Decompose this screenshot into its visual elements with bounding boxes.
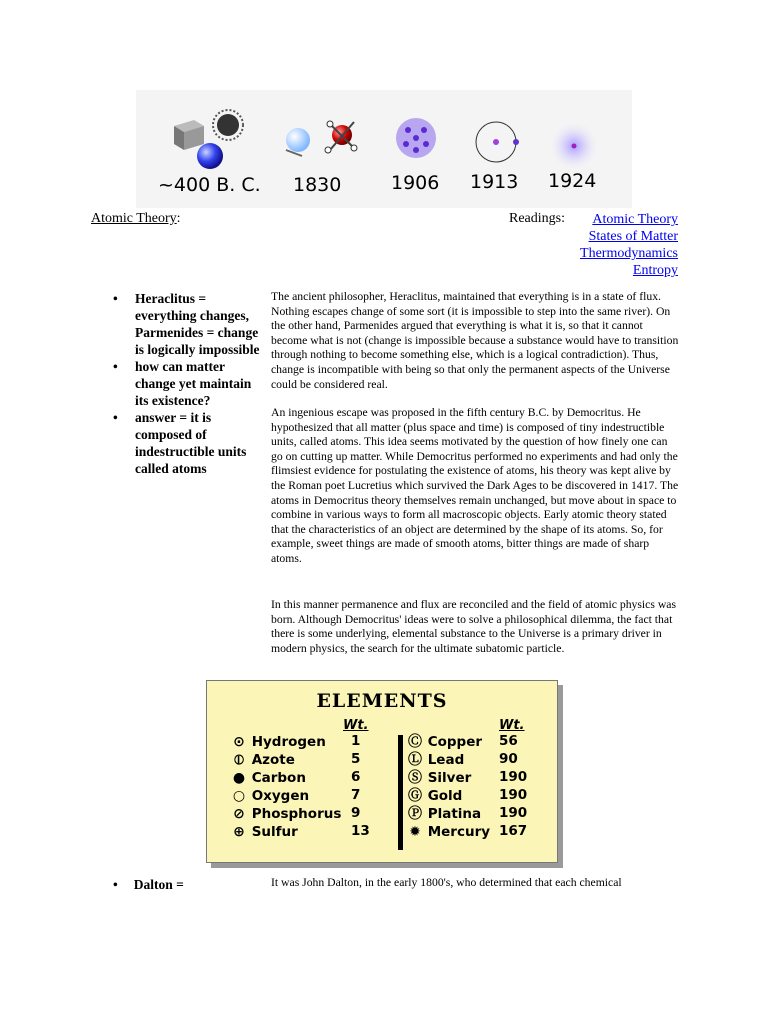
element-name: Sulfur <box>251 824 298 840</box>
element-weight: 5 <box>351 751 361 767</box>
weight-header-right: Wt. <box>499 718 525 733</box>
element-row <box>231 733 326 751</box>
era-label: ~400 B. C. <box>158 174 261 196</box>
element-name: Silver <box>427 770 472 786</box>
element-weight: 190 <box>499 805 528 821</box>
element-row <box>407 787 462 805</box>
key-point: • how can matter change yet maintain its existence? <box>113 358 263 409</box>
element-weight: 1 <box>351 733 361 749</box>
element-row <box>407 751 464 769</box>
copper-symbol-icon: Ⓒ <box>408 734 422 750</box>
element-weight: 167 <box>499 823 528 839</box>
element-name: Phosphorus <box>251 806 342 822</box>
paragraph-dalton: It was John Dalton, in the early 1800's, who determined that each chemical <box>271 876 622 889</box>
element-name: Mercury <box>427 824 491 840</box>
element-weight: 190 <box>499 769 528 785</box>
era-label: 1924 <box>548 170 597 192</box>
key-points-list <box>113 290 263 477</box>
dalton-point-text: Dalton = <box>133 877 184 892</box>
element-weight: 7 <box>351 787 361 803</box>
silver-symbol-icon: Ⓢ <box>408 770 422 786</box>
reading-link-thermodynamics[interactable]: Thermodynamics <box>580 246 678 261</box>
element-weight: 9 <box>351 805 361 821</box>
carbon-symbol-icon: ● <box>232 770 246 786</box>
element-row <box>407 823 490 841</box>
era-label: 1913 <box>470 171 519 193</box>
gold-symbol-icon: Ⓖ <box>408 788 422 804</box>
phosphorus-symbol-icon: ⊘ <box>233 806 245 822</box>
azote-symbol-icon: ⦶ <box>233 752 245 768</box>
element-name: Carbon <box>251 770 306 786</box>
bohr-model-icon <box>476 122 519 162</box>
readings-label: Readings: <box>509 211 565 226</box>
reading-link-entropy[interactable]: Entropy <box>632 263 678 278</box>
mercury-symbol-icon: ✹ <box>409 824 421 840</box>
element-weight: 56 <box>499 733 518 749</box>
democritus-model-icon <box>174 110 243 169</box>
key-point: • answer = it is composed of indestructible units called atoms <box>113 409 263 477</box>
element-row <box>407 805 481 823</box>
section-title <box>91 211 181 227</box>
element-name: Gold <box>427 788 463 804</box>
elements-title: ELEMENTS <box>316 690 448 712</box>
paragraph-democritus: An ingenious escape was proposed in the fifth century B.C. by Democritus. He hypothesized that all matter (plus space and time) is composed of tiny indestructible units, called atoms. This idea seems motivated by the question of how finely one can go on cutting up matter. While Democritus performed no experiments and had only the flimsiest evidence for postulating the existence of atoms, his theory was kept alive by the Roman poet Lucretius which survived the Dark Ages to be discovered in 1417. The atoms in Democritus theory themselves remain unchanged, but move about in space to combine in various ways to form all macroscopic objects. Early atomic theory stated that the characteristics of an object are determined by the shape of its atoms. So, for example, sweet things are made of smooth atoms, bitter things are made of sharp atoms. <box>271 406 679 565</box>
electron-cloud-model-icon <box>550 122 598 170</box>
element-name: Copper <box>427 734 483 750</box>
readings-links <box>580 211 678 279</box>
hydrogen-symbol-icon: ⊙ <box>233 734 245 750</box>
element-row <box>231 805 341 823</box>
element-name: Azote <box>251 752 295 768</box>
element-weight: 13 <box>351 823 370 839</box>
reading-link-atomic-theory[interactable]: Atomic Theory <box>592 212 678 227</box>
plum-pudding-model-icon <box>396 118 436 158</box>
element-row <box>407 769 471 787</box>
reading-link-states-of-matter[interactable]: States of Matter <box>588 229 678 244</box>
platina-symbol-icon: Ⓟ <box>408 806 422 822</box>
element-row <box>231 823 298 841</box>
element-weight: 6 <box>351 769 361 785</box>
dalton-model-icon <box>286 121 357 156</box>
element-row <box>231 787 309 805</box>
element-weight: 190 <box>499 787 528 803</box>
table-divider <box>398 735 403 850</box>
oxygen-symbol-icon: ○ <box>232 788 246 804</box>
paragraph-heraclitus: The ancient philosopher, Heraclitus, maintained that everything is in a state of flux. Nothing escapes change of some sort (it is impossible to step into the same river). On the other hand, Parmenides argued that everything is what it is, so that it cannot become what is not (change is impossible because a substance would have to transition through nothing to become something else, which is a logical contradiction). Thus, change is incompatible with being so that only the permanent aspects of the Universe could be considered real. <box>271 290 679 391</box>
element-name: Hydrogen <box>251 734 326 750</box>
element-name: Platina <box>427 806 482 822</box>
element-name: Oxygen <box>251 788 310 804</box>
weight-header-left: Wt. <box>343 718 369 733</box>
era-label: 1830 <box>293 174 342 196</box>
era-label: 1906 <box>391 172 440 194</box>
lead-symbol-icon: Ⓛ <box>408 752 422 768</box>
element-row <box>231 769 306 787</box>
atomic-theory-title-link[interactable]: Atomic Theory <box>91 211 177 226</box>
sulfur-symbol-icon: ⊕ <box>233 824 245 840</box>
element-row <box>231 751 295 769</box>
dalton-elements-table <box>206 680 558 863</box>
atomic-models-banner <box>136 90 632 208</box>
element-name: Lead <box>427 752 465 768</box>
element-weight: 90 <box>499 751 518 767</box>
element-row <box>407 733 482 751</box>
key-point: • Heraclitus = everything changes, Parmenides = change is logically impossible <box>113 290 263 358</box>
dalton-key-point <box>113 877 184 893</box>
title-colon: : <box>176 211 181 226</box>
paragraph-reconciled: In this manner permanence and flux are reconciled and the field of atomic physics was born. Although Democritus' ideas were to solve a philosophical dilemma, the fact that there is some underlying, elemental substance to the Universe is a primary driver in modern physics, the search for the ultimate subatomic particle. <box>271 598 677 655</box>
